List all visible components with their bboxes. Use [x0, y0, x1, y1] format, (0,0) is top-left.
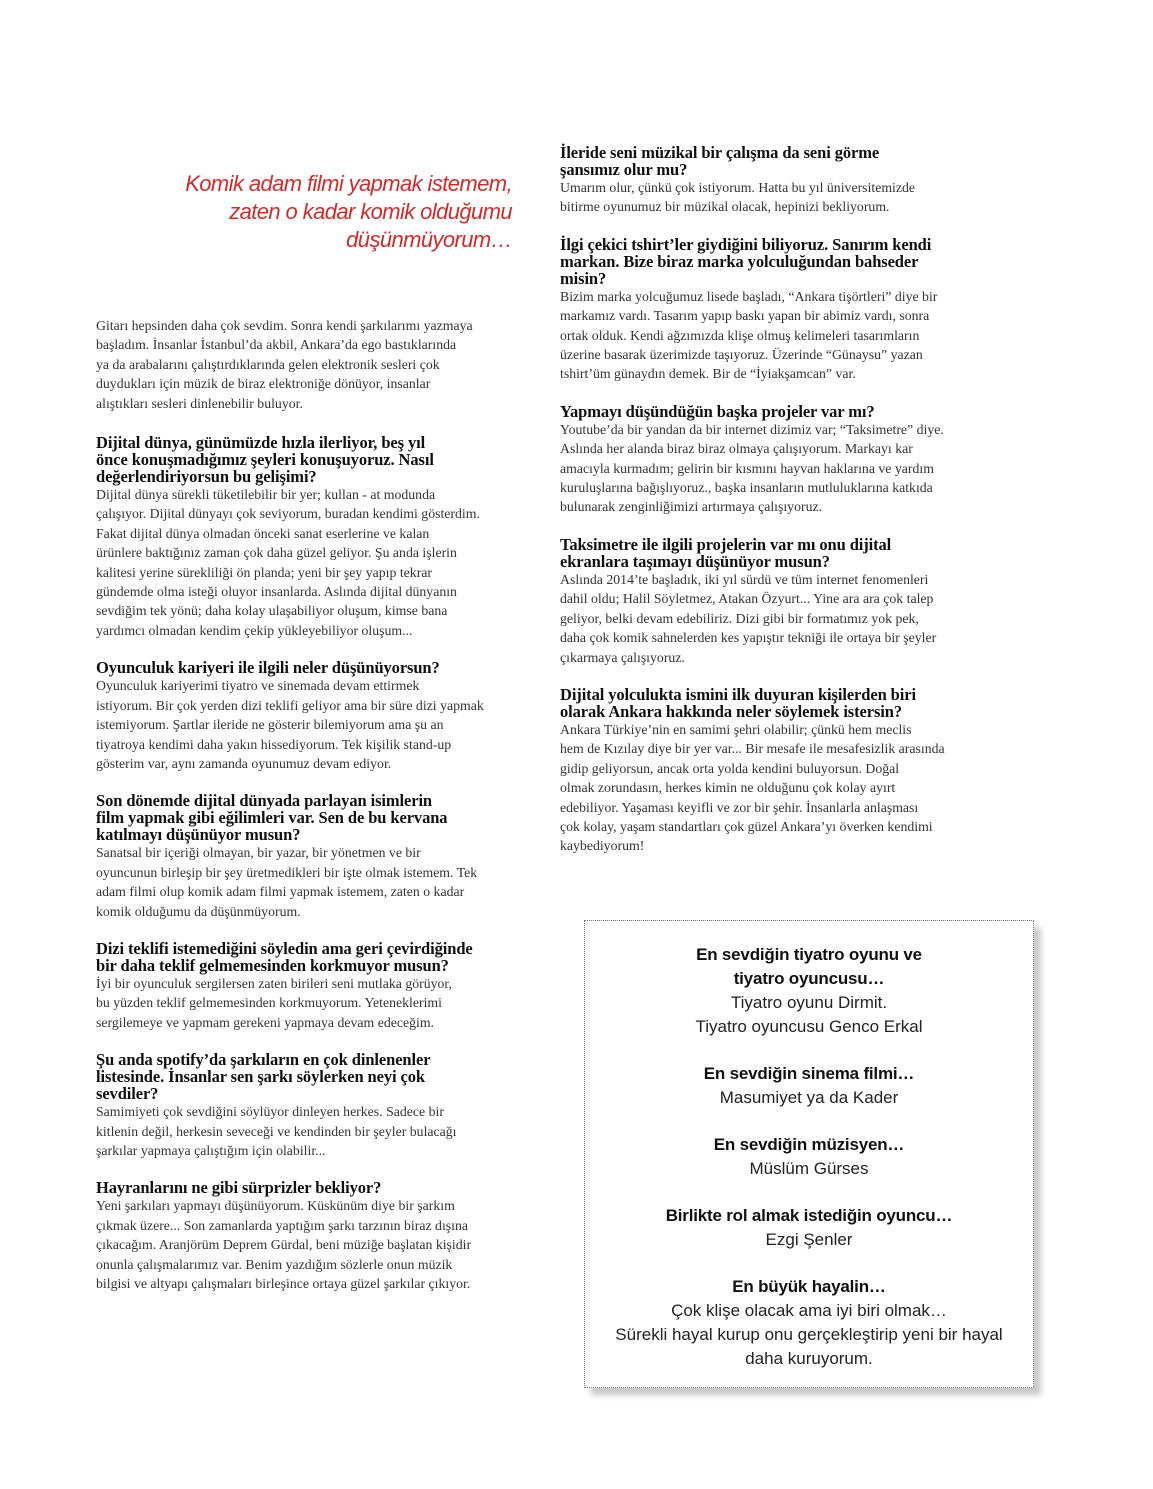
question-heading — [96, 940, 546, 974]
answer-line: kalitesi yerine sürekliliği ön planda; yeni bir şey yapıp tekrar — [96, 564, 433, 580]
answer-text — [96, 843, 546, 921]
qa-block — [560, 236, 1012, 384]
answer-line: amacıyla kurmadım; gelirin bir kısmını hayvan haklarına ve yardım — [560, 460, 934, 476]
favorite-item — [585, 1062, 1033, 1110]
pull-quote-line: Komik adam filmi yapmak istemem, — [185, 171, 512, 196]
favorite-question — [585, 1062, 1033, 1086]
question-heading — [96, 1051, 546, 1102]
left-column — [96, 316, 546, 1312]
favorite-answer-line: Ezgi Şenler — [765, 1230, 853, 1249]
question-line: film yapmak gibi eğilimleri var. Sen de bu kervana — [96, 808, 448, 828]
favorite-question — [585, 1133, 1033, 1157]
pull-quote-line: zaten o kadar komik olduğumu — [229, 199, 512, 224]
answer-line: oyuncunun birleşip bir şey üretmedikleri bir işte olmak istemem. Tek — [96, 864, 478, 880]
answer-line: gidip geliyorsun, ancak orta yolda kendini buluyorsun. Doğal — [560, 760, 900, 776]
answer-line: komik olduğumu da düşünmüyorum. — [96, 903, 301, 919]
favorite-question-line: En büyük hayalin… — [732, 1277, 886, 1296]
text-line: ya da arabalarını çalıştırdıklarında gelen elektronik sesleri çok — [96, 356, 440, 372]
qa-block — [96, 792, 546, 921]
favorite-answer-line: Sürekli hayal kurup onu gerçekleştirip yeni bir hayal — [615, 1325, 1003, 1344]
favorite-question-line: En sevdiğin sinema filmi… — [703, 1064, 915, 1083]
answer-line: istiyorum. Bir çok yerden dizi teklifi geliyor ama bir süre dizi yapmak — [96, 697, 484, 713]
answer-line: Aslında her alanda biraz biraz olmaya çalışıyorum. Markayı kar — [560, 441, 913, 457]
favorite-item — [585, 1133, 1033, 1181]
answer-line: adam filmi olup komik adam filmi yapmak istemem, zaten o kadar — [96, 884, 465, 900]
favorite-question — [585, 1204, 1033, 1228]
answer-line: gündemde olma isteği oluyor insanlarda. Aslında dijital dünyanın — [96, 584, 457, 600]
question-line: listesinde. İnsanlar sen şarkı söylerken neyi çok — [96, 1067, 425, 1087]
question-heading — [560, 144, 1012, 178]
answer-line: kuruluşlarına bağışlıyoruz., başka insanların mutluluklarına katkıda — [560, 480, 933, 496]
question-line: Dijital yolculukta ismini ilk duyuran kişilerden biri — [560, 684, 916, 704]
question-line: olarak Ankara hakkında neler söylemek istersin? — [560, 701, 902, 721]
intro-paragraph — [96, 316, 546, 413]
answer-line: üzerine basarak üzerimizde taşıyoruz. Üzerinde “Günaysu” yazan — [560, 347, 923, 363]
answer-line: çıkarmaya çalışıyoruz. — [560, 649, 685, 665]
question-heading — [96, 792, 546, 843]
favorite-answer-line: Masumiyet ya da Kader — [719, 1088, 899, 1107]
answer-line: ortak olduk. Kendi ağzımızda klişe olmuş kelimeleri tasarımların — [560, 327, 920, 343]
answer-line: edebiliyor. Yaşaması keyifli ve zor bir şehir. İnsanlarla anlaşması — [560, 799, 919, 815]
answer-text — [560, 720, 1012, 856]
qa-block — [96, 940, 546, 1032]
answer-text — [560, 287, 1012, 384]
answer-line: ürünlere baktığınız zaman çok daha güzel geliyor. Şu anda işlerin — [96, 545, 457, 561]
answer-line: markamız vardı. Tasarım yapıp baskı yapan bir abimiz vardı, sonra — [560, 308, 930, 324]
answer-line: bitirme oyunumuz bir müzikal olacak, hepinizi bekliyorum. — [560, 199, 890, 215]
answer-text — [560, 178, 1012, 217]
answer-line: olmak zorundasın, herkes kimin ne olduğunu çok kolay ayırt — [560, 780, 896, 796]
answer-line: istemiyorum. Şartlar ileride ne gösterir bilemiyorum ama şu an — [96, 717, 444, 733]
question-line: değerlendiriyorsun bu gelişimi? — [96, 467, 317, 487]
answer-line: şarkılar yapmaya çalıştığım için olabilir... — [96, 1142, 326, 1158]
answer-line: çok kolay, yaşam standartları çok güzel Ankara’yı överken kendimi — [560, 818, 933, 834]
qa-block — [96, 1051, 546, 1160]
qa-block — [560, 144, 1012, 217]
favorite-answer — [585, 1299, 1033, 1371]
answer-line: İyi bir oyunculuk sergilersen zaten birileri seni mutlaka görüyor, — [96, 975, 452, 991]
favorite-question-line: En sevdiğin müzisyen… — [713, 1135, 905, 1154]
answer-line: tiyatroya kendimi daha yakın hissediyorum. Tek kişilik stand-up — [96, 736, 452, 752]
question-line: markan. Bize biraz marka yolculuğundan bahseder — [560, 251, 919, 271]
question-heading — [560, 686, 1012, 720]
question-line: Hayranlarını ne gibi sürprizler bekliyor? — [96, 1178, 382, 1198]
favorite-answer-line: Tiyatro oyuncusu Genco Erkal — [695, 1017, 923, 1036]
answer-line: Ankara Türkiye’nin en samimi şehri olabilir; çünkü hem meclis — [560, 721, 912, 737]
answer-line: Bizim marka yolcuğumuz lisede başladı, “Ankara tişörtleri” diye bir — [560, 288, 938, 304]
right-column — [560, 144, 1012, 875]
question-line: Dijital dünya, günümüzde hızla ilerliyor, beş yıl — [96, 433, 426, 453]
favorite-question-line: En sevdiğin tiyatro oyunu ve — [696, 945, 922, 964]
question-line: önce konuşmadığımız şeyleri konuşuyoruz. Nasıl — [96, 450, 434, 470]
answer-text — [560, 420, 1012, 517]
question-line: bir daha teklif gelmemesinden korkmuyor musun? — [96, 955, 449, 975]
text-line: alıştıkları sesleri dinlenebilir buluyor. — [96, 395, 303, 411]
question-heading — [560, 536, 1012, 570]
qa-block — [560, 686, 1012, 856]
favorite-item — [585, 943, 1033, 1039]
answer-line: bu yüzden teklif gelmemesinden korkmuyorum. Yeteneklerimi — [96, 995, 442, 1011]
answer-line: sevdiğim tek yönü; daha kolay ulaşabiliyor oluşum, kimse bana — [96, 603, 448, 619]
answer-line: Fakat dijital dünya olmadan önceki sanat eserlerine ve kalan — [96, 525, 430, 541]
answer-line: dahil oldu; Halil Söyletmez, Atakan Özyurt... Yine ara ara çok talep — [560, 591, 934, 607]
answer-line: Oyunculuk kariyerimi tiyatro ve sinemada devam ettirmek — [96, 678, 420, 694]
answer-line: daha çok komik sahnelerden kes yapıştır tekniği ile ortaya bir şeyler — [560, 630, 937, 646]
answer-line: Dijital dünya sürekli tüketilebilir bir yer; kullan - at modunda — [96, 487, 436, 503]
question-heading — [560, 236, 1012, 287]
answer-line: tshirt’üm günaydın demek. Bir de “İyiakşamcan” var. — [560, 366, 856, 382]
favorite-answer — [585, 1086, 1033, 1110]
favorite-question-line: Birlikte rol almak istediğin oyuncu… — [665, 1206, 953, 1225]
qa-block — [96, 434, 546, 640]
answer-text — [96, 974, 546, 1032]
favorite-answer — [585, 1157, 1033, 1181]
answer-line: Samimiyeti çok sevdiğini söylüyor dinleyen herkes. Sadece bir — [96, 1104, 444, 1120]
answer-line: Youtube’da bir yandan da bir internet dizimiz var; “Taksimetre” diye. — [560, 421, 944, 437]
answer-text — [96, 485, 546, 640]
question-heading — [96, 659, 546, 676]
question-line: Oyunculuk kariyeri ile ilgili neler düşünüyorsun? — [96, 658, 440, 678]
qa-block — [560, 403, 1012, 517]
answer-line: onunla çalışmalarımız var. Benim yazdığım sözlerle onun müzik — [96, 1256, 453, 1272]
favorite-answer — [585, 991, 1033, 1039]
question-line: İleride seni müzikal bir çalışma da seni görme — [560, 143, 880, 162]
favorite-answer — [585, 1228, 1033, 1252]
answer-line: kitlenin değil, herkesin seveceği ve kendinden bir şeyler bulacağı — [96, 1123, 457, 1139]
answer-line: Aslında 2014’te başladık, iki yıl sürdü ve tüm internet fenomenleri — [560, 571, 929, 587]
answer-line: Yeni şarkıları yapmayı düşünüyorum. Küskünüm diye bir şarkım — [96, 1198, 455, 1214]
favorite-answer-line: Çok klişe olacak ama iyi biri olmak… — [671, 1301, 947, 1320]
answer-line: geliyor, belki devam edebiliriz. Dizi gibi bir formatımız yok pek, — [560, 610, 919, 626]
answer-line: çalışıyor. Dijital dünyayı çok seviyorum, buradan kendimi gösterdim. — [96, 506, 480, 522]
answer-text — [560, 570, 1012, 667]
answer-line: çıkacağım. Aranjörüm Deprem Gürdal, beni müziğe başlatan kişidir — [96, 1237, 472, 1253]
text-line: başladım. İnsanlar İstanbul’da akbil, Ankara’da ego bastıklarında — [96, 337, 457, 353]
answer-line: çıkmak üzere... Son zamanlarda yaptığım şarkı tarzının biraz dışına — [96, 1217, 468, 1233]
answer-line: gösterim var, aynı zamanda oyunumuz devam ediyor. — [96, 755, 392, 771]
question-heading — [96, 434, 546, 485]
qa-block — [96, 659, 546, 773]
answer-text — [96, 1102, 546, 1160]
question-line: Yapmayı düşündüğün başka projeler var mı? — [560, 401, 875, 421]
question-line: misin? — [560, 268, 607, 288]
question-line: şansımız olur mu? — [560, 160, 688, 179]
favorite-item — [585, 1275, 1033, 1371]
question-line: katılmayı düşünüyor musun? — [96, 825, 301, 845]
question-line: Son dönemde dijital dünyada parlayan isimlerin — [96, 791, 433, 811]
question-line: Şu anda spotify’da şarkıların en çok dinlenenler — [96, 1050, 431, 1070]
question-heading — [96, 1179, 546, 1196]
answer-line: bulunarak zenginliğimizi artırmaya çalışıyoruz. — [560, 499, 823, 515]
favorite-item — [585, 1204, 1033, 1252]
question-line: İlgi çekici tshirt’ler giydiğini biliyoruz. Sanırım kendi — [560, 234, 932, 254]
pull-quote — [150, 170, 512, 254]
qa-block — [560, 536, 1012, 667]
qa-block — [96, 1179, 546, 1293]
answer-text — [96, 1196, 546, 1293]
answer-line: Umarım olur, çünkü çok istiyorum. Hatta bu yıl üniversitemizde — [560, 180, 916, 195]
pull-quote-line: düşünmüyorum… — [346, 227, 512, 252]
question-line: ekranlara taşımayı düşünüyor musun? — [560, 551, 830, 571]
favorites-box — [584, 920, 1034, 1388]
answer-line: hem de Kızılay diye bir yer var... Bir mesafe ile mesafesizlik arasında — [560, 741, 945, 757]
question-line: Taksimetre ile ilgili projelerin var mı onu dijital — [560, 534, 892, 554]
text-line: duydukları için müzik de biraz elektroniğe dönüyor, insanlar — [96, 376, 431, 392]
text-line: Gitarı hepsinden daha çok sevdim. Sonra kendi şarkılarımı yazmaya — [96, 318, 473, 333]
answer-line: bilgisi ve altyapı çalışmaları birleşince ortaya güzel şarkılar çıkıyor. — [96, 1276, 471, 1291]
favorite-answer-line: Müslüm Gürses — [749, 1159, 869, 1178]
answer-text — [96, 676, 546, 773]
favorite-answer-line: daha kuruyorum. — [745, 1349, 873, 1368]
question-line: sevdiler? — [96, 1084, 159, 1104]
answer-line: Sanatsal bir içeriği olmayan, bir yazar, bir yönetmen ve bir — [96, 845, 421, 861]
favorite-question-line: tiyatro oyuncusu… — [733, 969, 885, 988]
question-heading — [560, 403, 1012, 420]
favorite-question — [585, 1275, 1033, 1299]
answer-line: yardımcı olmadan kendim çekip yükleyebiliyor oluşum... — [96, 622, 413, 638]
question-line: Dizi teklifi istemediğini söyledin ama geri çevirdiğinde — [96, 938, 473, 958]
answer-line: sergilemeye ve yapmam gerekeni yapmaya devam edeceğim. — [96, 1014, 435, 1030]
favorite-answer-line: Tiyatro oyunu Dirmit. — [730, 993, 888, 1012]
favorite-question — [585, 943, 1033, 991]
answer-line: kaybediyorum! — [560, 838, 645, 854]
